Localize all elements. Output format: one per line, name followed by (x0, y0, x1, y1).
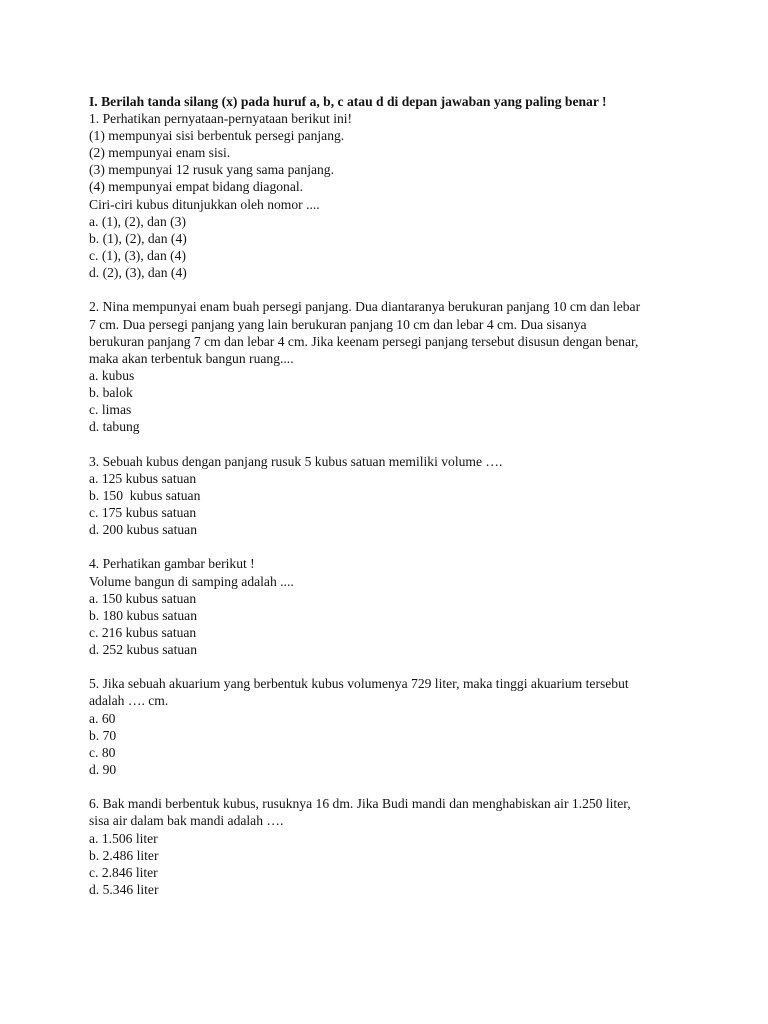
question-text-line: 3. Sebuah kubus dengan panjang rusuk 5 kubus satuan memiliki volume …. (89, 453, 503, 469)
question-2 (89, 298, 689, 435)
question-text-line: 6. Bak mandi berbentuk kubus, rusuknya 16 dm. Jika Budi mandi dan menghabiskan air 1.250 liter, (89, 796, 631, 812)
question-text-line: maka akan terbentuk bangun ruang.... (89, 350, 294, 366)
question-4 (89, 555, 689, 658)
question-text-line: (2) mempunyai enam sisi. (89, 145, 231, 161)
question-3 (89, 453, 689, 538)
answer-option: a. 1.506 liter (89, 830, 158, 846)
answer-option: b. 150 kubus satuan (89, 487, 201, 503)
spacer (89, 538, 689, 555)
question-6 (89, 795, 689, 898)
answer-option: b. balok (89, 384, 133, 400)
question-text-line: (3) mempunyai 12 rusuk yang sama panjang. (89, 162, 335, 178)
answer-option: d. 252 kubus satuan (89, 641, 197, 657)
question-text-line: (4) mempunyai empat bidang diagonal. (89, 179, 304, 195)
answer-option: c. limas (89, 401, 132, 417)
answer-option: a. 150 kubus satuan (89, 590, 197, 606)
spacer (89, 778, 689, 795)
question-text-line: Ciri-ciri kubus ditunjukkan oleh nomor .... (89, 196, 320, 212)
question-text-line: 5. Jika sebuah akuarium yang berbentuk kubus volumenya 729 liter, maka tinggi akuarium tersebut (89, 676, 629, 692)
spacer (89, 435, 689, 452)
worksheet-page (89, 93, 689, 898)
question-1 (89, 110, 689, 281)
question-text-line: berukuran panjang 7 cm dan lebar 4 cm. Jika keenam persegi panjang tersebut disusun dengan benar, (89, 333, 639, 349)
question-text-line: 2. Nina mempunyai enam buah persegi panjang. Dua diantaranya berukuran panjang 10 cm dan lebar (89, 299, 641, 315)
answer-option: a. 125 kubus satuan (89, 470, 197, 486)
question-text-line: (1) mempunyai sisi berbentuk persegi panjang. (89, 128, 345, 144)
answer-option: a. kubus (89, 367, 135, 383)
question-text-line: Volume bangun di samping adalah .... (89, 573, 294, 589)
answer-option: c. 2.846 liter (89, 864, 158, 880)
answer-option: c. 216 kubus satuan (89, 624, 197, 640)
answer-option: d. 200 kubus satuan (89, 521, 197, 537)
answer-option: d. 90 (89, 761, 117, 777)
answer-option: d. tabung (89, 419, 140, 435)
question-text-line: 4. Perhatikan gambar berikut ! (89, 556, 255, 572)
spacer (89, 658, 689, 675)
answer-option: d. (2), (3), dan (4) (89, 264, 187, 280)
instruction-heading: I. Berilah tanda silang (x) pada huruf a, b, c atau d di depan jawaban yang paling benar ! (89, 94, 607, 109)
spacer (89, 281, 689, 298)
answer-option: d. 5.346 liter (89, 881, 159, 897)
question-text-line: 1. Perhatikan pernyataan-pernyataan berikut ini! (89, 111, 353, 127)
answer-option: b. 180 kubus satuan (89, 607, 197, 623)
answer-option: a. 60 (89, 710, 116, 726)
answer-option: c. 80 (89, 744, 116, 760)
answer-option: c. (1), (3), dan (4) (89, 247, 187, 263)
question-text-line: adalah …. cm. (89, 693, 169, 709)
answer-option: c. 175 kubus satuan (89, 504, 197, 520)
question-text-line: 7 cm. Dua persegi panjang yang lain berukuran panjang 10 cm dan lebar 4 cm. Dua sisanya (89, 316, 587, 332)
answer-option: b. 2.486 liter (89, 847, 159, 863)
answer-option: a. (1), (2), dan (3) (89, 213, 187, 229)
answer-option: b. 70 (89, 727, 117, 743)
answer-option: b. (1), (2), dan (4) (89, 230, 187, 246)
question-text-line: sisa air dalam bak mandi adalah …. (89, 813, 284, 829)
question-5 (89, 675, 689, 778)
